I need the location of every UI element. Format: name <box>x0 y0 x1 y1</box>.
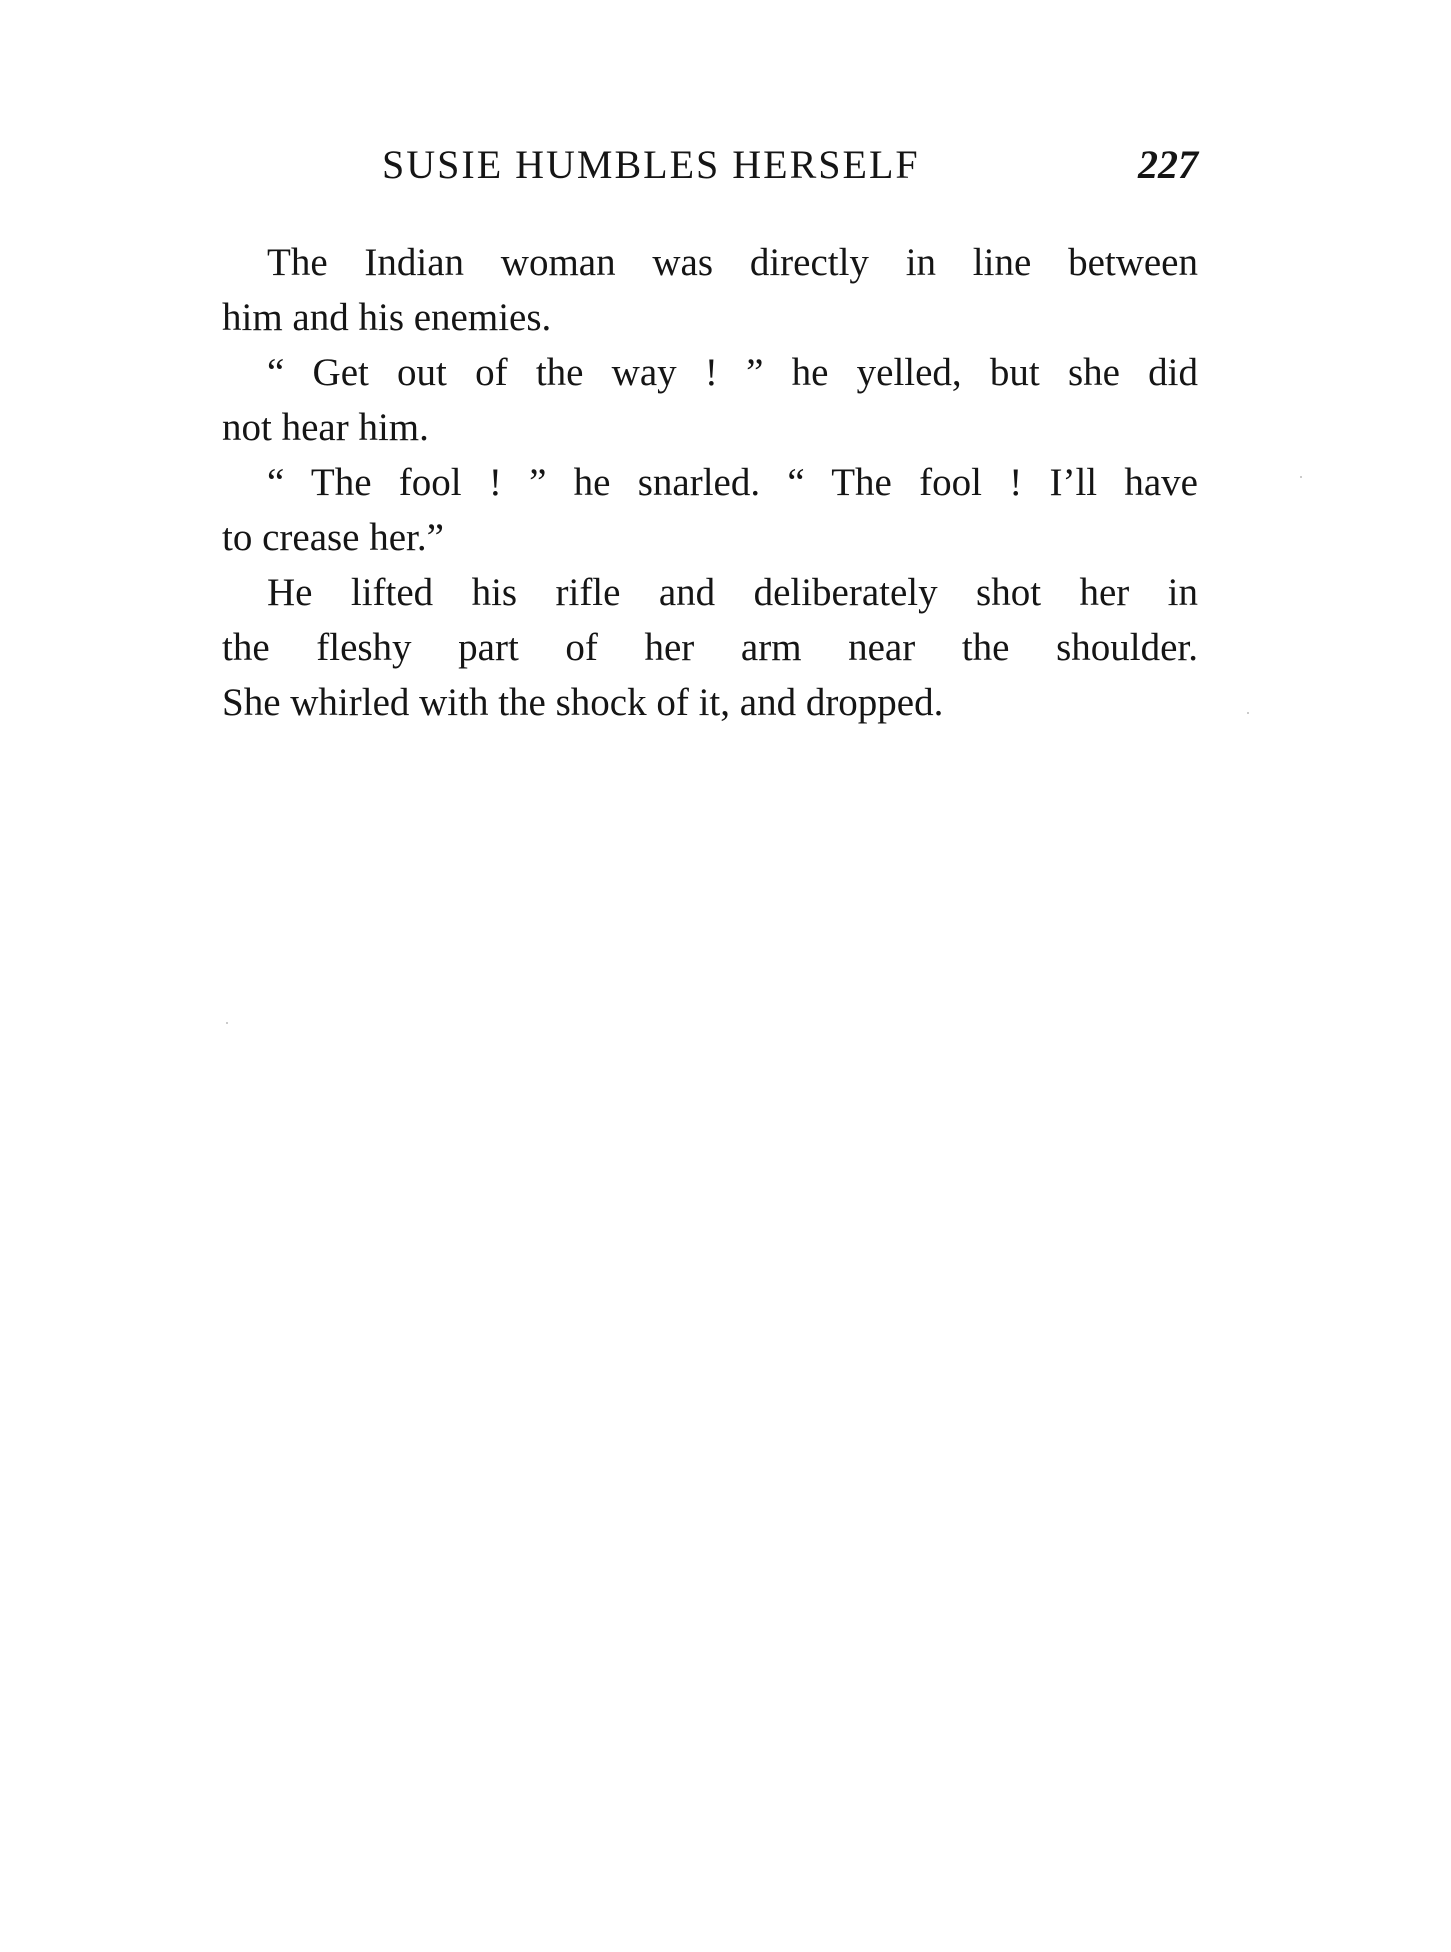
text-line: He lifted his rifle and deliberately shot her in <box>267 571 1198 614</box>
running-title: SUSIE HUMBLES HERSELF <box>382 142 920 187</box>
running-head <box>222 140 1198 190</box>
text-line: The Indian woman was directly in line between <box>267 241 1198 284</box>
scan-speck <box>226 1022 228 1024</box>
page-number: 227 <box>1138 142 1198 187</box>
text-line: the fleshy part of her arm near the shoulder. <box>222 626 1198 669</box>
text-line: She whirled with the shock of it, and dropped. <box>222 681 944 724</box>
scan-speck <box>1247 712 1249 714</box>
text-line: him and his enemies. <box>222 296 552 339</box>
text-line: “ Get out of the way ! ” he yelled, but she did <box>267 351 1198 394</box>
body-text <box>222 235 1198 730</box>
scan-speck <box>1300 476 1302 478</box>
text-line: not hear him. <box>222 406 429 449</box>
text-line: to crease her.” <box>222 516 444 559</box>
text-line: “ The fool ! ” he snarled. “ The fool ! I’ll have <box>267 461 1198 504</box>
